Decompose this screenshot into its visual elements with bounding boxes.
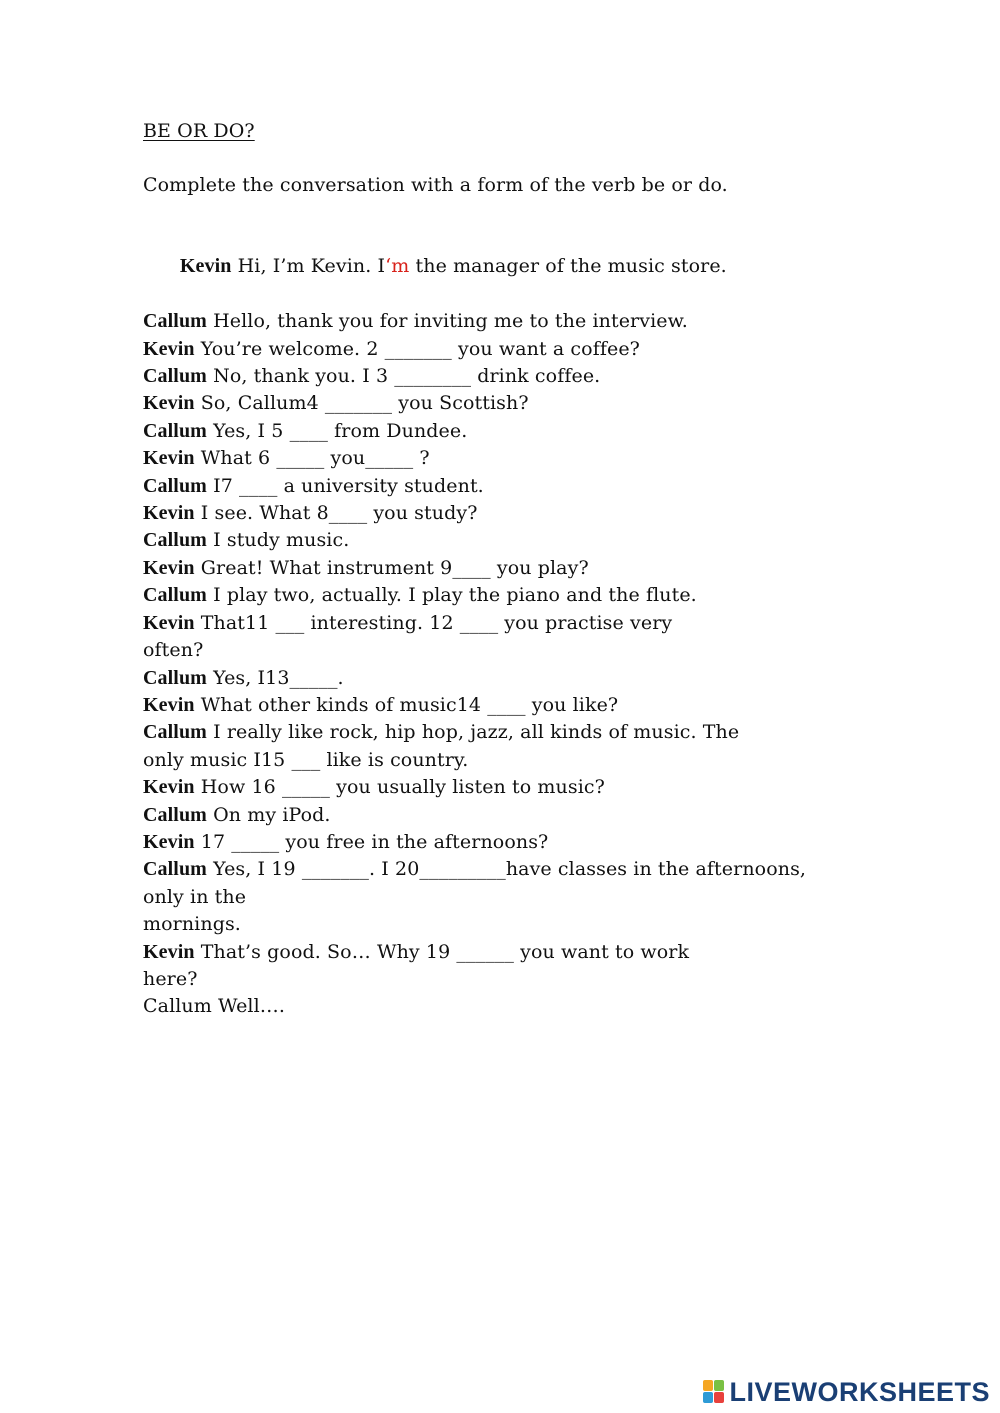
dialogue-line xyxy=(143,445,903,472)
line-text: You’re welcome. 2 _______ you want a coffee? xyxy=(194,337,640,360)
dialogue-line xyxy=(143,418,903,445)
dialogue-line xyxy=(143,527,903,554)
speaker-name: Kevin xyxy=(143,502,195,525)
speaker-name: Callum xyxy=(143,666,207,689)
line-text: I7 ____ a university student. xyxy=(206,474,484,497)
line-text: That11 ___ interesting. 12 ____ you practise very xyxy=(194,611,673,634)
line-text: Hi, I’m Kevin. I xyxy=(231,255,386,278)
logo-square-red xyxy=(714,1392,724,1403)
speaker-name: Callum xyxy=(143,721,207,744)
dialogue-line xyxy=(143,884,903,911)
speaker-name: Callum xyxy=(143,365,207,388)
speaker-name: Callum xyxy=(143,803,207,826)
dialogue xyxy=(143,226,903,1021)
speaker-name: Kevin xyxy=(143,693,195,716)
dialogue-line xyxy=(143,802,903,829)
logo-square-blue xyxy=(703,1392,713,1403)
speaker-name: Kevin xyxy=(143,392,195,415)
line-text: Callum Well…. xyxy=(143,995,286,1018)
dialogue-line xyxy=(143,336,903,363)
line-text: What 6 _____ you_____ ? xyxy=(194,447,430,470)
line-text: I play two, actually. I play the piano and the flute. xyxy=(206,584,697,607)
worksheet-title: BE OR DO? xyxy=(143,120,255,142)
speaker-name: Kevin xyxy=(143,776,195,799)
speaker-name: Callum xyxy=(143,529,207,552)
speaker-name: Kevin xyxy=(143,940,195,963)
logo-square-green xyxy=(714,1380,724,1391)
brand-text: LIVEWORKSHEETS xyxy=(729,1376,990,1407)
dialogue-line xyxy=(143,637,903,664)
speaker-name: Kevin xyxy=(143,611,195,634)
dialogue-line xyxy=(143,939,903,966)
dialogue-line xyxy=(143,747,903,774)
dialogue-line xyxy=(143,966,903,993)
speaker-name: Kevin xyxy=(143,447,195,470)
line-text: I really like rock, hip hop, jazz, all kinds of music. The xyxy=(206,721,740,744)
line-text: Great! What instrument 9____ you play? xyxy=(194,556,589,579)
line-text: How 16 _____ you usually listen to music? xyxy=(194,776,605,799)
worksheet-page xyxy=(143,118,903,1021)
liveworksheets-logo-icon xyxy=(703,1380,725,1404)
line-text: That’s good. So… Why 19 ______ you want to work xyxy=(194,940,690,963)
worksheet-instructions: Complete the conversation with a form of the verb be or do. xyxy=(143,174,728,196)
line-text: I study music. xyxy=(206,529,350,552)
line-text: Yes, I 5 ____ from Dundee. xyxy=(206,419,468,442)
line-text: only in the xyxy=(143,885,247,908)
line-text: mornings. xyxy=(143,913,241,936)
speaker-name: Callum xyxy=(143,858,207,881)
dialogue-line xyxy=(143,363,903,390)
line-text: here? xyxy=(143,967,198,990)
speaker-name: Callum xyxy=(143,419,207,442)
dialogue-line xyxy=(143,500,903,527)
speaker-name: Callum xyxy=(143,584,207,607)
line-text: Yes, I 19 _______. I 20_________have classes in the afternoons, xyxy=(206,858,807,881)
line-text: 17 _____ you free in the afternoons? xyxy=(194,830,549,853)
line-text: the manager of the music store. xyxy=(409,255,727,278)
dialogue-line xyxy=(143,829,903,856)
dialogue-line xyxy=(143,719,903,746)
line-text: often? xyxy=(143,639,204,662)
line-text: On my iPod. xyxy=(206,803,331,826)
example-answer: ‘m xyxy=(385,255,410,278)
dialogue-line xyxy=(143,665,903,692)
dialogue-line xyxy=(143,308,903,335)
dialogue-line xyxy=(143,226,903,308)
dialogue-line xyxy=(143,610,903,637)
dialogue-line xyxy=(143,856,903,883)
line-text: So, Callum4 _______ you Scottish? xyxy=(194,392,529,415)
speaker-name: Callum xyxy=(143,310,207,333)
line-text: What other kinds of music14 ____ you like? xyxy=(194,693,619,716)
line-text: Hello, thank you for inviting me to the interview. xyxy=(206,310,688,333)
dialogue-line xyxy=(143,692,903,719)
speaker-name: Kevin xyxy=(143,556,195,579)
line-text: No, thank you. I 3 ________ drink coffee. xyxy=(206,365,601,388)
line-text: I see. What 8____ you study? xyxy=(194,502,478,525)
speaker-name: Kevin xyxy=(143,337,195,360)
speaker-name: Kevin xyxy=(179,255,232,278)
logo-square-orange xyxy=(703,1380,713,1391)
dialogue-line xyxy=(143,993,903,1020)
dialogue-line xyxy=(143,911,903,938)
dialogue-line xyxy=(143,774,903,801)
dialogue-line xyxy=(143,582,903,609)
dialogue-line xyxy=(143,555,903,582)
speaker-name: Kevin xyxy=(143,830,195,853)
dialogue-line xyxy=(143,473,903,500)
line-text: Yes, I13_____. xyxy=(206,666,344,689)
liveworksheets-brand[interactable] xyxy=(703,1378,990,1406)
dialogue-line xyxy=(143,390,903,417)
line-text: only music I15 ___ like is country. xyxy=(143,748,469,771)
speaker-name: Callum xyxy=(143,474,207,497)
